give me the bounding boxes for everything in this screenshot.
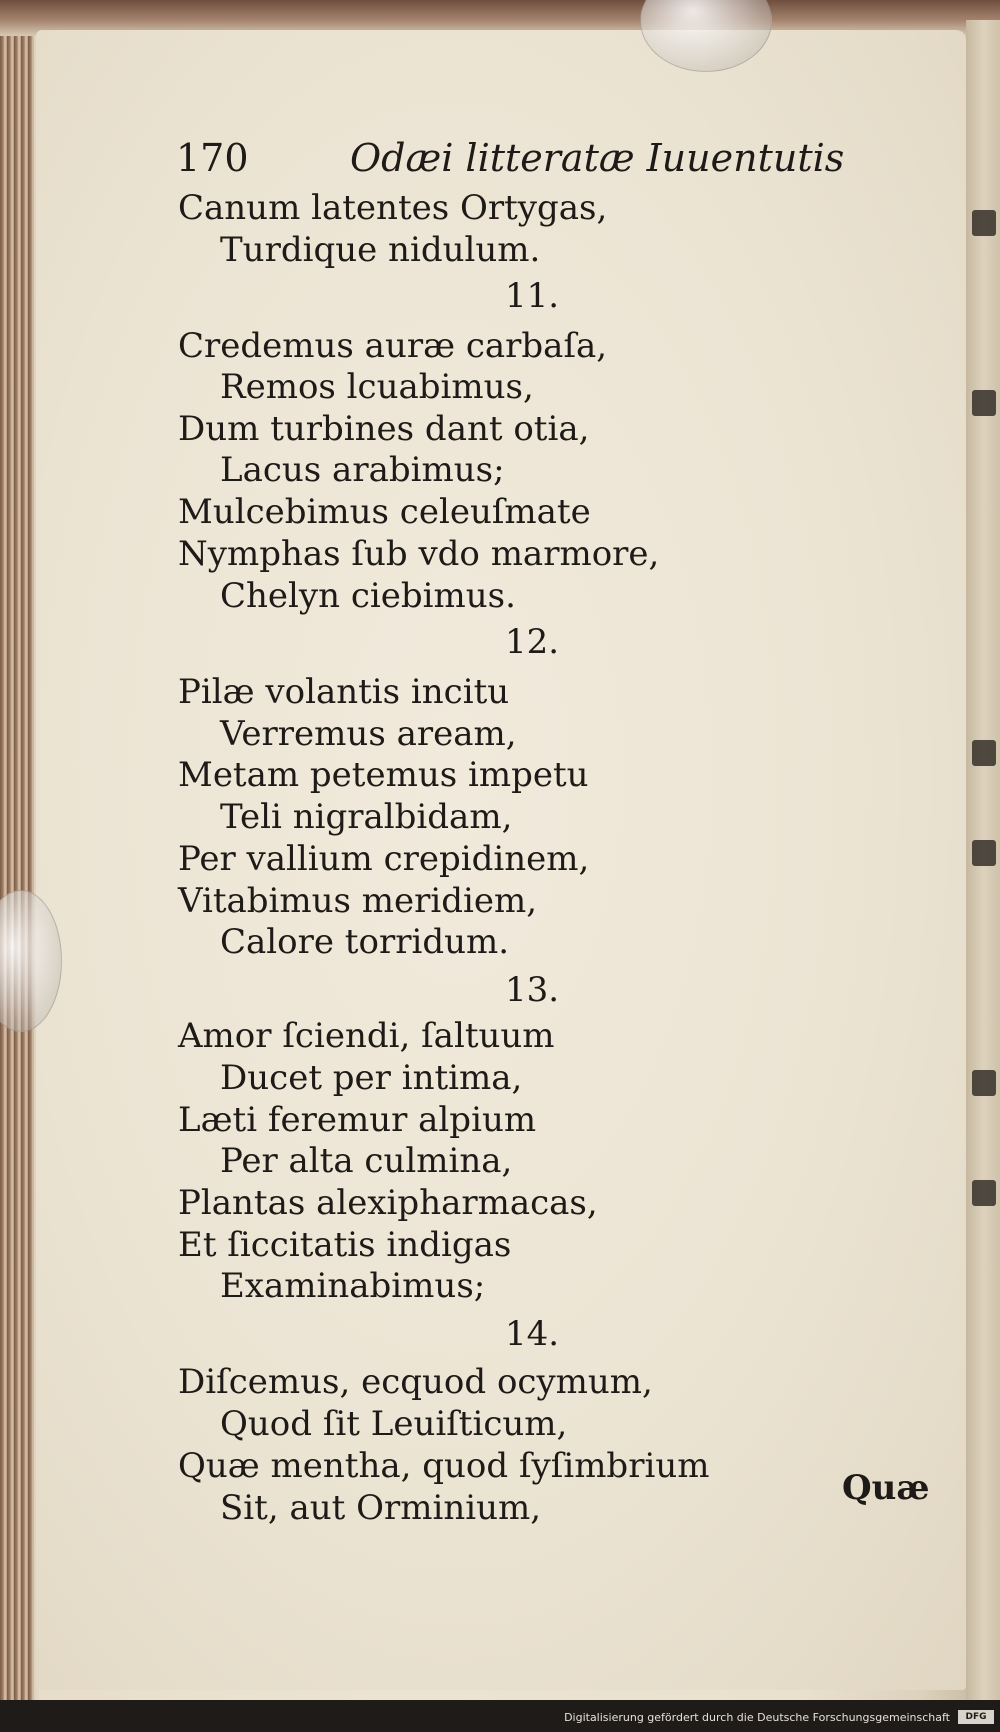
verse-line: Plantas alexipharmacas,: [178, 1183, 598, 1223]
stanza-number: 13.: [505, 970, 560, 1010]
verse-line: Canum latentes Ortygas,: [178, 188, 608, 228]
verse-line: Calore torridum.: [220, 922, 510, 962]
verse-line: Vitabimus meridiem,: [178, 881, 538, 921]
verse-line: Turdique nidulum.: [220, 230, 541, 270]
verse-line: Examinabimus;: [220, 1266, 486, 1306]
verse-line: Nymphas ſub vdo marmore,: [178, 534, 660, 574]
stanza-number: 14.: [505, 1314, 560, 1354]
stanza-number: 12.: [505, 622, 560, 662]
dfg-logo: DFG: [958, 1710, 994, 1724]
verse-line: Læti feremur alpium: [178, 1100, 537, 1140]
verse-line: Diſcemus, ecquod ocymum,: [178, 1362, 653, 1402]
verse-line: Remos lcuabimus,: [220, 367, 534, 407]
verse-line: Dum turbines dant otia,: [178, 409, 590, 449]
catchword: Quæ: [842, 1468, 930, 1508]
page-number: 170: [176, 136, 249, 180]
verse-line: Credemus auræ carbaſa,: [178, 326, 608, 366]
verse-line: Pilæ volantis incitu: [178, 672, 510, 712]
running-head: Odæi litteratæ Iuuentutis: [350, 136, 845, 180]
verse-line: Sit, aut Orminium,: [220, 1488, 542, 1528]
verse-line: Quod ſit Leuiſticum,: [220, 1404, 568, 1444]
verse-line: Quæ mentha, quod ſyſimbrium: [178, 1446, 710, 1486]
page-header: [176, 136, 845, 188]
verse-line: Et ſiccitatis indigas: [178, 1225, 512, 1265]
verse-line: Ducet per intima,: [220, 1058, 523, 1098]
stanza-number: 11.: [505, 276, 560, 316]
verse-line: Per vallium crepidinem,: [178, 839, 590, 879]
verse-line: Chelyn ciebimus.: [220, 576, 516, 616]
verse-line: Verremus aream,: [220, 714, 517, 754]
verse-line: Lacus arabimus;: [220, 450, 505, 490]
verse-line: Metam petemus impetu: [178, 755, 589, 795]
verse-line: Teli nigralbidam,: [220, 797, 513, 837]
verse-line: Per alta culmina,: [220, 1141, 513, 1181]
digitization-credit: Digitalisierung gefördert durch die Deutsche Forschungsgemeinschaft: [564, 1711, 950, 1724]
verse-line: Amor ſciendi, ſaltuum: [178, 1016, 555, 1056]
verse-line: Mulcebimus celeuſmate: [178, 492, 591, 532]
